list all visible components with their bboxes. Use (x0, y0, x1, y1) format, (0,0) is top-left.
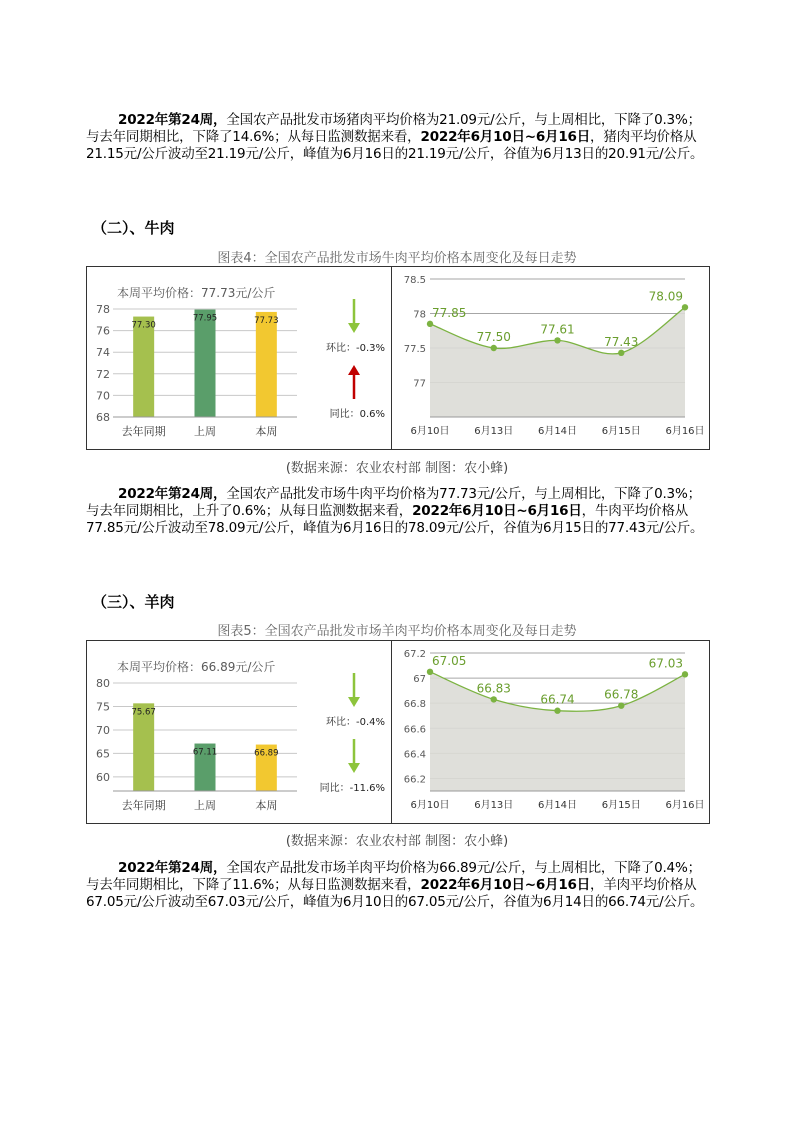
change-indicator-label: 环比：-0.3% (325, 343, 385, 354)
data-label: 67.05 (432, 653, 467, 668)
chart-box-mutton (86, 640, 710, 824)
y-tick-label: 80 (96, 677, 110, 690)
chart-title-mutton: 图表5：全国农产品批发市场羊肉平均价格本周变化及每日走势 (217, 624, 577, 639)
data-point (682, 304, 688, 310)
text-run: 全国农产品批发市场牛肉平均价格为77.73元/公斤，与上周相比，下降了0.3%；与去年同期相比，上升了0.6%；从每日监测数据来看， (86, 486, 701, 519)
text-run: 全国农产品批发市场猪肉平均价格为21.09元/公斤，与上周相比，下降了0.3%；与去年同期相比，下降了14.6%；从每日监测数据来看， (86, 112, 701, 145)
beef-bar-chart (87, 267, 391, 449)
data-label: 67.03 (648, 656, 683, 671)
y-tick-label: 78.5 (403, 275, 426, 286)
y-tick-label: 67.2 (403, 649, 426, 660)
arrow-down-icon (348, 697, 360, 707)
y-tick-label: 66.6 (403, 724, 426, 736)
bar-value-label: 77.95 (192, 313, 218, 324)
pork-paragraph (86, 112, 711, 163)
bold-run: 2022年第24周， (118, 486, 227, 502)
bold-run: 2022年第24周， (118, 112, 227, 128)
beef-paragraph (86, 486, 711, 537)
y-tick-label: 70 (96, 389, 110, 403)
change-indicator-label: 同比：-11.6% (319, 783, 385, 794)
data-label: 66.83 (476, 681, 511, 696)
x-tick-label: 6月13日 (474, 800, 514, 811)
data-point (427, 669, 433, 675)
change-indicator-label: 环比：-0.4% (325, 717, 385, 728)
data-label: 78.09 (648, 289, 683, 304)
text-run: 全国农产品批发市场羊肉平均价格为66.89元/公斤，与上周相比，下降了0.4%；与去年同期相比，下降了11.6%；从每日监测数据来看， (86, 860, 701, 893)
data-label: 77.50 (476, 330, 511, 344)
y-tick-label: 78 (413, 309, 426, 321)
bar-value-label: 77.73 (254, 315, 279, 326)
x-tick-label: 6月14日 (537, 800, 578, 811)
bold-run: 2022年第24周， (118, 860, 227, 876)
beef-line-chart (392, 267, 709, 449)
y-tick-label: 65 (96, 747, 110, 761)
bar-value-label: 75.67 (131, 707, 156, 718)
mutton-bar-chart (87, 641, 391, 823)
y-tick-label: 67 (413, 674, 426, 686)
x-tick-label: 6月10日 (410, 426, 450, 437)
mutton-paragraph (86, 860, 711, 911)
data-label: 77.85 (432, 305, 467, 320)
y-tick-label: 75 (96, 700, 110, 714)
x-tick-label: 上周 (194, 799, 216, 812)
x-tick-label: 去年同期 (121, 799, 166, 812)
x-tick-label: 6月14日 (537, 426, 578, 437)
x-tick-label: 6月13日 (474, 426, 514, 437)
y-tick-label: 77.5 (403, 344, 426, 355)
chart-title: 本周平均价格：66.89元/公斤 (117, 660, 276, 674)
x-tick-label: 上周 (194, 425, 216, 438)
bar-value-label: 77.30 (131, 320, 156, 331)
chart-source-beef: (数据来源：农业农村部 制图：农小蜂) (285, 461, 509, 476)
y-tick-label: 76 (96, 324, 110, 338)
section-heading-beef: （二）、牛肉 (92, 219, 175, 237)
x-tick-label: 去年同期 (121, 425, 166, 438)
x-tick-label: 6月16日 (665, 800, 705, 811)
y-tick-label: 70 (96, 723, 110, 737)
bar (192, 310, 218, 417)
data-label: 77.61 (540, 322, 575, 337)
y-tick-label: 72 (96, 367, 110, 381)
text-run: ，猪肉平均价格从21.15元/公斤波动至21.19元/公斤，峰值为6月16日的21.19元/公斤，谷值为6月13日的20.91元/公斤。 (86, 129, 704, 162)
x-tick-label: 本周 (255, 425, 278, 438)
data-label: 66.74 (540, 692, 575, 707)
y-tick-label: 74 (96, 346, 110, 360)
y-tick-label: 78 (96, 303, 110, 316)
text-run: ，牛肉平均价格从77.85元/公斤波动至78.09元/公斤，峰值为6月16日的78.09元/公斤，谷值为6月15日的77.43元/公斤。 (86, 503, 704, 536)
mutton-line-chart (392, 641, 709, 823)
y-tick-label: 68 (96, 411, 110, 424)
arrow-down-icon (348, 323, 360, 333)
bold-run: 2022年6月10日~6月16日 (420, 877, 591, 893)
bar (256, 312, 277, 417)
y-tick-label: 66.4 (403, 749, 426, 761)
x-tick-label: 本周 (255, 799, 278, 812)
change-indicator-label: 同比：0.6% (329, 409, 385, 420)
x-tick-label: 6月15日 (601, 800, 641, 811)
text-run: ，羊肉平均价格从67.05元/公斤波动至67.03元/公斤，峰值为6月10日的67.05元/公斤，谷值为6月14日的66.74元/公斤。 (86, 877, 704, 910)
arrow-up-icon (348, 365, 360, 375)
data-point (682, 671, 688, 677)
chart-title-beef: 图表4：全国农产品批发市场牛肉平均价格本周变化及每日走势 (217, 251, 577, 266)
data-point (491, 345, 497, 351)
y-tick-label: 77 (413, 378, 426, 390)
bold-run: 2022年6月10日~6月16日 (420, 129, 591, 145)
bar-value-label: 67.11 (192, 747, 218, 758)
bold-run: 2022年6月10日~6月16日 (412, 503, 582, 519)
data-point (554, 708, 560, 714)
bar-value-label: 66.89 (254, 748, 279, 759)
data-label: 77.43 (604, 334, 639, 349)
chart-source-mutton: (数据来源：农业农村部 制图：农小蜂) (285, 834, 509, 849)
data-label: 66.78 (604, 687, 639, 702)
arrow-down-icon (348, 763, 360, 773)
data-point (618, 702, 624, 708)
y-tick-label: 66.8 (403, 699, 426, 711)
chart-title: 本周平均价格：77.73元/公斤 (117, 286, 276, 300)
chart-box-beef (86, 266, 710, 450)
section-heading-mutton: （三）、羊肉 (92, 593, 175, 611)
data-point (427, 321, 433, 327)
x-tick-label: 6月10日 (410, 800, 450, 811)
data-point (618, 350, 624, 356)
y-tick-label: 60 (96, 770, 110, 784)
bar (133, 317, 154, 417)
y-tick-label: 66.2 (403, 774, 426, 786)
x-tick-label: 6月15日 (601, 426, 641, 437)
data-point (491, 696, 497, 702)
x-tick-label: 6月16日 (665, 426, 705, 437)
data-point (554, 337, 560, 343)
